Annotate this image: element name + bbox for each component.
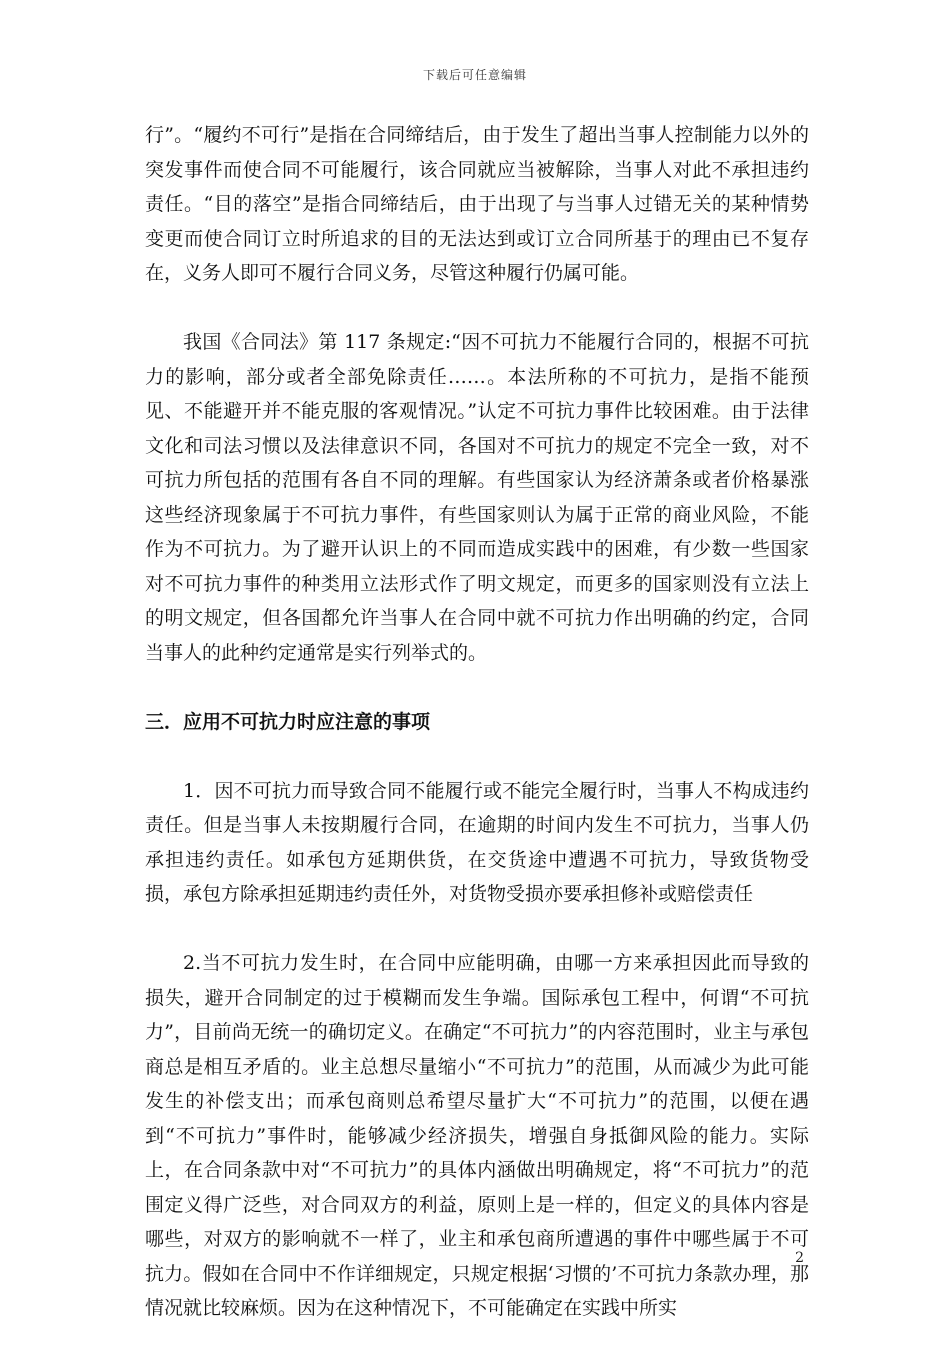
paragraph-performance-impossible: 行”。“履约不可行”是指在合同缔结后，由于发生了超出当事人控制能力以外的突发事件而使合同不可能履行，该合同就应当被解除，当事人对此不承担违约责任。“目的落空”是指合同缔结后，由于出现了与当事人过错无关的某种情势变更而使合同订立时所追求的目的无法达到或订立合同所基于的理由已不复存在，义务人即可不履行合同义务，尽管这种履行仍属可能。 — [145, 124, 809, 284]
section-heading-considerations: 三．应用不可抗力时应注意的事项 — [145, 710, 431, 733]
document-body — [145, 118, 809, 1360]
paragraph-item-1: 1．因不可抗力而导致合同不能履行或不能完全履行时，当事人不构成违约责任。但是当事人未按期履行合同，在逾期的时间内发生不可抗力，当事人仍承担违约责任。如承包方延期供货，在交货途中遭遇不可抗力，导致货物受损，承包方除承担延期违约责任外，对货物受损亦要承担修补或赔偿责任 — [145, 779, 809, 905]
page-number: 2 — [795, 1250, 804, 1266]
page-header: 下载后可任意编辑 — [422, 68, 527, 82]
paragraph-item-2: 2.当不可抗力发生时，在合同中应能明确，由哪一方来承担因此而导致的损失，避开合同制定的过于模糊而发生争端。国际承包工程中，何谓“不可抗力”，目前尚无统一的确切定义。在确定“不可抗力”的内容范围时，业主与承包商总是相互矛盾的。业主总想尽量缩小“不可抗力”的范围，从而减少为此可能发生的补偿支出；而承包商则总希望尽量扩大“不可抗力”的范围，以便在遇到“不可抗力”事件时，能够减少经济损失，增强自身抵御风险的能力。实际上，在合同条款中对“不可抗力”的具体内涵做出明确规定，将“不可抗力”的范围定义得广泛些，对合同双方的利益，原则上是一样的，但定义的具体内容是哪些，对双方的影响就不一样了，业主和承包商所遭遇的事件中哪些属于不可抗力。假如在合同中不作详细规定，只规定根据‘习惯的’不可抗力条款办理，那情况就比较麻烦。因为在这种情况下，不可能确定在实践中所实 — [145, 952, 809, 1319]
paragraph-contract-law-article-117: 我国《合同法》第 117 条规定:“因不可抗力不能履行合同的，根据不可抗力的影响，部分或者全部免除责任……。本法所称的不可抗力，是指不能预见、不能避开并不能克服的客观情况。”认定不可抗力事件比较困难。由于法律文化和司法习惯以及法律意识不同，各国对不可抗力的规定不完全一致，对不可抗力所包括的范围有各自不同的理解。有些国家认为经济萧条或者价格暴涨这些经济现象属于不可抗力事件，有些国家则认为属于正常的商业风险，不能作为不可抗力。为了避开认识上的不同而造成实践中的困难，有少数一些国家对不可抗力事件的种类用立法形式作了明文规定，而更多的国家则没有立法上的明文规定，但各国都允许当事人在合同中就不可抗力作出明确的约定，合同当事人的此种约定通常是实行列举式的。 — [145, 331, 809, 664]
